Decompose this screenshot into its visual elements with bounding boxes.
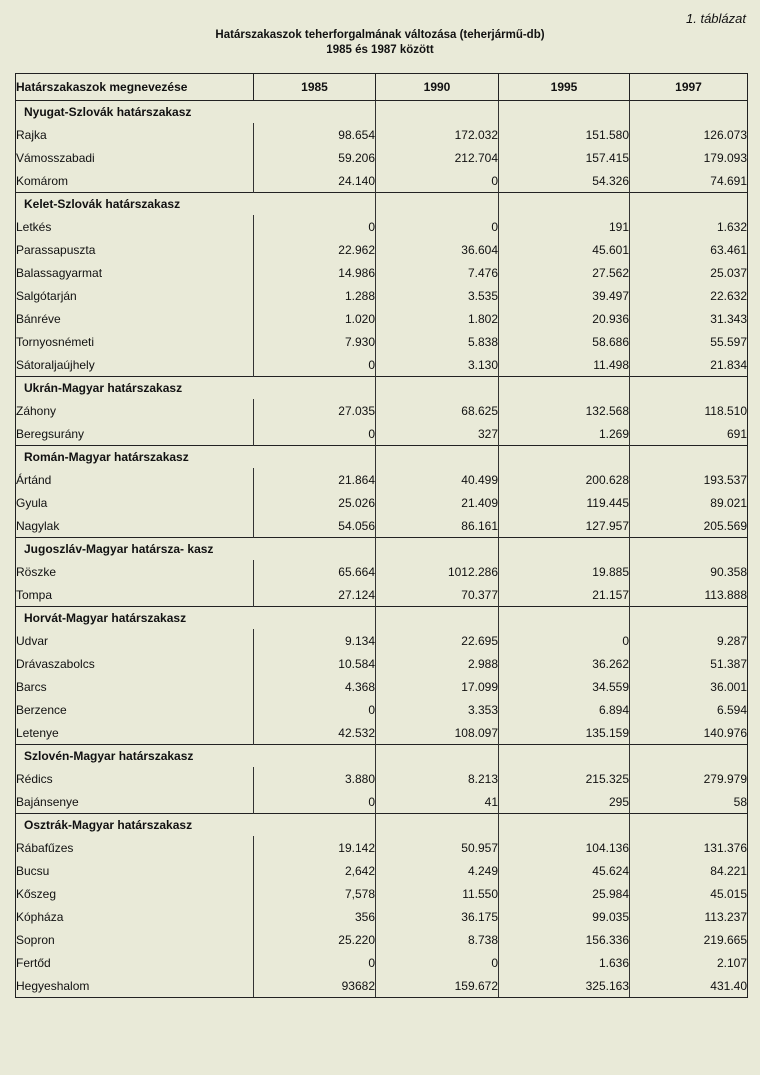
value-1997: 126.073 xyxy=(630,123,748,146)
value-1997: 58 xyxy=(630,790,748,814)
value-1995: 135.159 xyxy=(499,721,630,745)
table-row xyxy=(16,399,748,422)
table-row xyxy=(16,652,748,675)
group-name: Osztrák-Magyar határszakasz xyxy=(16,814,254,837)
value-1997: 2.107 xyxy=(630,951,748,974)
table-row xyxy=(16,330,748,353)
crossing-name: Letenye xyxy=(16,721,254,745)
value-1985: 22.962 xyxy=(254,238,376,261)
group-row xyxy=(16,377,748,400)
value-1990: 11.550 xyxy=(376,882,499,905)
group-row xyxy=(16,607,748,630)
value-1990: 2.988 xyxy=(376,652,499,675)
table-row xyxy=(16,238,748,261)
group-empty-cell xyxy=(630,814,748,837)
value-1985: 54.056 xyxy=(254,514,376,538)
value-1985: 7,578 xyxy=(254,882,376,905)
table-row xyxy=(16,974,748,998)
value-1995: 20.936 xyxy=(499,307,630,330)
crossing-name: Tompa xyxy=(16,583,254,607)
crossing-name: Letkés xyxy=(16,215,254,238)
value-1990: 172.032 xyxy=(376,123,499,146)
value-1995: 200.628 xyxy=(499,468,630,491)
value-1995: 34.559 xyxy=(499,675,630,698)
crossing-name: Beregsurány xyxy=(16,422,254,446)
value-1995: 119.445 xyxy=(499,491,630,514)
group-name: Román-Magyar határszakasz xyxy=(16,446,254,469)
value-1995: 39.497 xyxy=(499,284,630,307)
header-name: Határszakaszok megnevezése xyxy=(16,74,254,101)
table-row xyxy=(16,767,748,790)
value-1997: 84.221 xyxy=(630,859,748,882)
table-row xyxy=(16,284,748,307)
value-1997: 131.376 xyxy=(630,836,748,859)
value-1985: 356 xyxy=(254,905,376,928)
value-1995: 295 xyxy=(499,790,630,814)
table-row xyxy=(16,882,748,905)
crossing-name: Rábafűzes xyxy=(16,836,254,859)
group-empty-cell xyxy=(376,101,499,124)
value-1985: 59.206 xyxy=(254,146,376,169)
title-line-2: 1985 és 1987 között xyxy=(326,44,434,56)
group-empty-cell xyxy=(254,745,376,768)
value-1997: 45.015 xyxy=(630,882,748,905)
group-empty-cell xyxy=(499,193,630,216)
value-1990: 7.476 xyxy=(376,261,499,284)
value-1985: 65.664 xyxy=(254,560,376,583)
value-1990: 8.213 xyxy=(376,767,499,790)
table-row xyxy=(16,468,748,491)
value-1995: 157.415 xyxy=(499,146,630,169)
table-row xyxy=(16,721,748,745)
crossing-name: Kőszeg xyxy=(16,882,254,905)
crossing-name: Salgótarján xyxy=(16,284,254,307)
value-1995: 21.157 xyxy=(499,583,630,607)
value-1990: 8.738 xyxy=(376,928,499,951)
crossing-name: Gyula xyxy=(16,491,254,514)
crossing-name: Sátoraljaújhely xyxy=(16,353,254,377)
table-row xyxy=(16,307,748,330)
crossing-name: Bajánsenye xyxy=(16,790,254,814)
value-1985: 0 xyxy=(254,951,376,974)
value-1997: 6.594 xyxy=(630,698,748,721)
group-empty-cell xyxy=(630,377,748,400)
group-empty-cell xyxy=(499,101,630,124)
crossing-name: Fertőd xyxy=(16,951,254,974)
crossing-name: Udvar xyxy=(16,629,254,652)
value-1997: 113.888 xyxy=(630,583,748,607)
title-line-1: Határszakaszok teherforgalmának változása (teherjármű-db) xyxy=(215,29,545,41)
value-1997: 21.834 xyxy=(630,353,748,377)
crossing-name: Tornyosnémeti xyxy=(16,330,254,353)
value-1997: 74.691 xyxy=(630,169,748,193)
value-1990: 70.377 xyxy=(376,583,499,607)
value-1995: 25.984 xyxy=(499,882,630,905)
value-1990: 36.175 xyxy=(376,905,499,928)
crossing-name: Bucsu xyxy=(16,859,254,882)
value-1985: 25.220 xyxy=(254,928,376,951)
crossing-name: Bánréve xyxy=(16,307,254,330)
group-name: Jugoszláv-Magyar határsza- kasz xyxy=(16,538,254,561)
value-1990: 17.099 xyxy=(376,675,499,698)
group-empty-cell xyxy=(630,607,748,630)
value-1990: 3.535 xyxy=(376,284,499,307)
table-row xyxy=(16,698,748,721)
table-row xyxy=(16,790,748,814)
group-name: Ukrán-Magyar határszakasz xyxy=(16,377,254,400)
group-empty-cell xyxy=(630,193,748,216)
value-1990: 86.161 xyxy=(376,514,499,538)
crossing-name: Hegyeshalom xyxy=(16,974,254,998)
value-1990: 40.499 xyxy=(376,468,499,491)
value-1995: 191 xyxy=(499,215,630,238)
value-1997: 179.093 xyxy=(630,146,748,169)
group-empty-cell xyxy=(630,446,748,469)
group-row xyxy=(16,101,748,124)
value-1997: 219.665 xyxy=(630,928,748,951)
value-1997: 25.037 xyxy=(630,261,748,284)
value-1997: 89.021 xyxy=(630,491,748,514)
table-row xyxy=(16,629,748,652)
table-row xyxy=(16,353,748,377)
traffic-table xyxy=(15,73,748,998)
crossing-name: Parassapuszta xyxy=(16,238,254,261)
value-1995: 325.163 xyxy=(499,974,630,998)
crossing-name: Komárom xyxy=(16,169,254,193)
table-row xyxy=(16,560,748,583)
value-1985: 7.930 xyxy=(254,330,376,353)
group-empty-cell xyxy=(254,446,376,469)
group-name: Kelet-Szlovák határszakasz xyxy=(16,193,254,216)
table-row xyxy=(16,836,748,859)
crossing-name: Vámosszabadi xyxy=(16,146,254,169)
table-row xyxy=(16,514,748,538)
group-empty-cell xyxy=(254,607,376,630)
crossing-name: Drávaszabolcs xyxy=(16,652,254,675)
header-row xyxy=(16,74,748,101)
crossing-name: Rédics xyxy=(16,767,254,790)
value-1985: 4.368 xyxy=(254,675,376,698)
value-1997: 1.632 xyxy=(630,215,748,238)
value-1995: 156.336 xyxy=(499,928,630,951)
value-1990: 0 xyxy=(376,215,499,238)
table-row xyxy=(16,169,748,193)
value-1990: 327 xyxy=(376,422,499,446)
table-row xyxy=(16,859,748,882)
value-1985: 0 xyxy=(254,215,376,238)
value-1995: 11.498 xyxy=(499,353,630,377)
value-1995: 36.262 xyxy=(499,652,630,675)
table-row xyxy=(16,491,748,514)
value-1985: 10.584 xyxy=(254,652,376,675)
value-1985: 24.140 xyxy=(254,169,376,193)
value-1990: 4.249 xyxy=(376,859,499,882)
value-1985: 19.142 xyxy=(254,836,376,859)
value-1990: 1012.286 xyxy=(376,560,499,583)
crossing-name: Ártánd xyxy=(16,468,254,491)
value-1990: 1.802 xyxy=(376,307,499,330)
value-1990: 212.704 xyxy=(376,146,499,169)
group-name: Nyugat-Szlovák határszakasz xyxy=(16,101,254,124)
group-empty-cell xyxy=(376,377,499,400)
group-row xyxy=(16,814,748,837)
value-1990: 36.604 xyxy=(376,238,499,261)
table-number: 1. táblázat xyxy=(686,11,746,26)
table-title xyxy=(0,28,760,58)
value-1995: 45.601 xyxy=(499,238,630,261)
value-1990: 3.130 xyxy=(376,353,499,377)
value-1995: 0 xyxy=(499,629,630,652)
value-1985: 2,642 xyxy=(254,859,376,882)
value-1997: 63.461 xyxy=(630,238,748,261)
value-1985: 27.035 xyxy=(254,399,376,422)
header-1997: 1997 xyxy=(630,74,748,101)
group-empty-cell xyxy=(376,814,499,837)
group-empty-cell xyxy=(376,446,499,469)
value-1995: 215.325 xyxy=(499,767,630,790)
value-1985: 21.864 xyxy=(254,468,376,491)
group-name: Szlovén-Magyar határszakasz xyxy=(16,745,254,768)
value-1985: 0 xyxy=(254,698,376,721)
value-1985: 1.288 xyxy=(254,284,376,307)
value-1990: 0 xyxy=(376,169,499,193)
value-1997: 118.510 xyxy=(630,399,748,422)
value-1995: 1.636 xyxy=(499,951,630,974)
header-1985: 1985 xyxy=(254,74,376,101)
crossing-name: Kópháza xyxy=(16,905,254,928)
value-1997: 9.287 xyxy=(630,629,748,652)
group-name: Horvát-Magyar határszakasz xyxy=(16,607,254,630)
table-row xyxy=(16,422,748,446)
value-1985: 0 xyxy=(254,422,376,446)
table-row xyxy=(16,905,748,928)
group-empty-cell xyxy=(254,814,376,837)
value-1995: 45.624 xyxy=(499,859,630,882)
value-1995: 151.580 xyxy=(499,123,630,146)
crossing-name: Barcs xyxy=(16,675,254,698)
value-1997: 279.979 xyxy=(630,767,748,790)
value-1995: 127.957 xyxy=(499,514,630,538)
value-1995: 1.269 xyxy=(499,422,630,446)
value-1997: 205.569 xyxy=(630,514,748,538)
value-1995: 27.562 xyxy=(499,261,630,284)
value-1985: 14.986 xyxy=(254,261,376,284)
table-row xyxy=(16,675,748,698)
table-row xyxy=(16,583,748,607)
table-row xyxy=(16,928,748,951)
table-row xyxy=(16,215,748,238)
value-1995: 54.326 xyxy=(499,169,630,193)
value-1985: 1.020 xyxy=(254,307,376,330)
table-row xyxy=(16,146,748,169)
value-1997: 140.976 xyxy=(630,721,748,745)
value-1997: 431.40 xyxy=(630,974,748,998)
value-1997: 22.632 xyxy=(630,284,748,307)
crossing-name: Röszke xyxy=(16,560,254,583)
value-1997: 193.537 xyxy=(630,468,748,491)
group-empty-cell xyxy=(630,538,748,561)
group-empty-cell xyxy=(254,101,376,124)
table-row xyxy=(16,261,748,284)
crossing-name: Nagylak xyxy=(16,514,254,538)
group-empty-cell xyxy=(499,745,630,768)
group-row xyxy=(16,538,748,561)
value-1997: 51.387 xyxy=(630,652,748,675)
group-empty-cell xyxy=(376,607,499,630)
table-row xyxy=(16,123,748,146)
crossing-name: Rajka xyxy=(16,123,254,146)
group-empty-cell xyxy=(499,538,630,561)
value-1990: 68.625 xyxy=(376,399,499,422)
value-1995: 99.035 xyxy=(499,905,630,928)
crossing-name: Berzence xyxy=(16,698,254,721)
group-empty-cell xyxy=(376,193,499,216)
value-1985: 42.532 xyxy=(254,721,376,745)
group-empty-cell xyxy=(376,745,499,768)
table-body xyxy=(16,101,748,998)
group-empty-cell xyxy=(499,377,630,400)
group-empty-cell xyxy=(499,814,630,837)
value-1985: 0 xyxy=(254,353,376,377)
value-1997: 90.358 xyxy=(630,560,748,583)
value-1995: 104.136 xyxy=(499,836,630,859)
value-1985: 25.026 xyxy=(254,491,376,514)
crossing-name: Sopron xyxy=(16,928,254,951)
group-row xyxy=(16,745,748,768)
value-1985: 9.134 xyxy=(254,629,376,652)
header-1990: 1990 xyxy=(376,74,499,101)
value-1995: 19.885 xyxy=(499,560,630,583)
group-empty-cell xyxy=(499,607,630,630)
group-empty-cell xyxy=(254,538,376,561)
value-1985: 93682 xyxy=(254,974,376,998)
value-1985: 0 xyxy=(254,790,376,814)
value-1990: 3.353 xyxy=(376,698,499,721)
group-empty-cell xyxy=(376,538,499,561)
value-1990: 108.097 xyxy=(376,721,499,745)
group-row xyxy=(16,193,748,216)
value-1995: 6.894 xyxy=(499,698,630,721)
group-empty-cell xyxy=(254,193,376,216)
value-1997: 691 xyxy=(630,422,748,446)
header-1995: 1995 xyxy=(499,74,630,101)
crossing-name: Záhony xyxy=(16,399,254,422)
value-1985: 98.654 xyxy=(254,123,376,146)
value-1990: 21.409 xyxy=(376,491,499,514)
value-1995: 132.568 xyxy=(499,399,630,422)
group-row xyxy=(16,446,748,469)
value-1997: 36.001 xyxy=(630,675,748,698)
value-1990: 0 xyxy=(376,951,499,974)
value-1985: 3.880 xyxy=(254,767,376,790)
value-1997: 31.343 xyxy=(630,307,748,330)
group-empty-cell xyxy=(499,446,630,469)
group-empty-cell xyxy=(254,377,376,400)
crossing-name: Balassagyarmat xyxy=(16,261,254,284)
value-1997: 113.237 xyxy=(630,905,748,928)
group-empty-cell xyxy=(630,101,748,124)
value-1997: 55.597 xyxy=(630,330,748,353)
value-1990: 50.957 xyxy=(376,836,499,859)
value-1990: 159.672 xyxy=(376,974,499,998)
value-1990: 22.695 xyxy=(376,629,499,652)
value-1985: 27.124 xyxy=(254,583,376,607)
value-1990: 41 xyxy=(376,790,499,814)
value-1990: 5.838 xyxy=(376,330,499,353)
value-1995: 58.686 xyxy=(499,330,630,353)
table-row xyxy=(16,951,748,974)
group-empty-cell xyxy=(630,745,748,768)
